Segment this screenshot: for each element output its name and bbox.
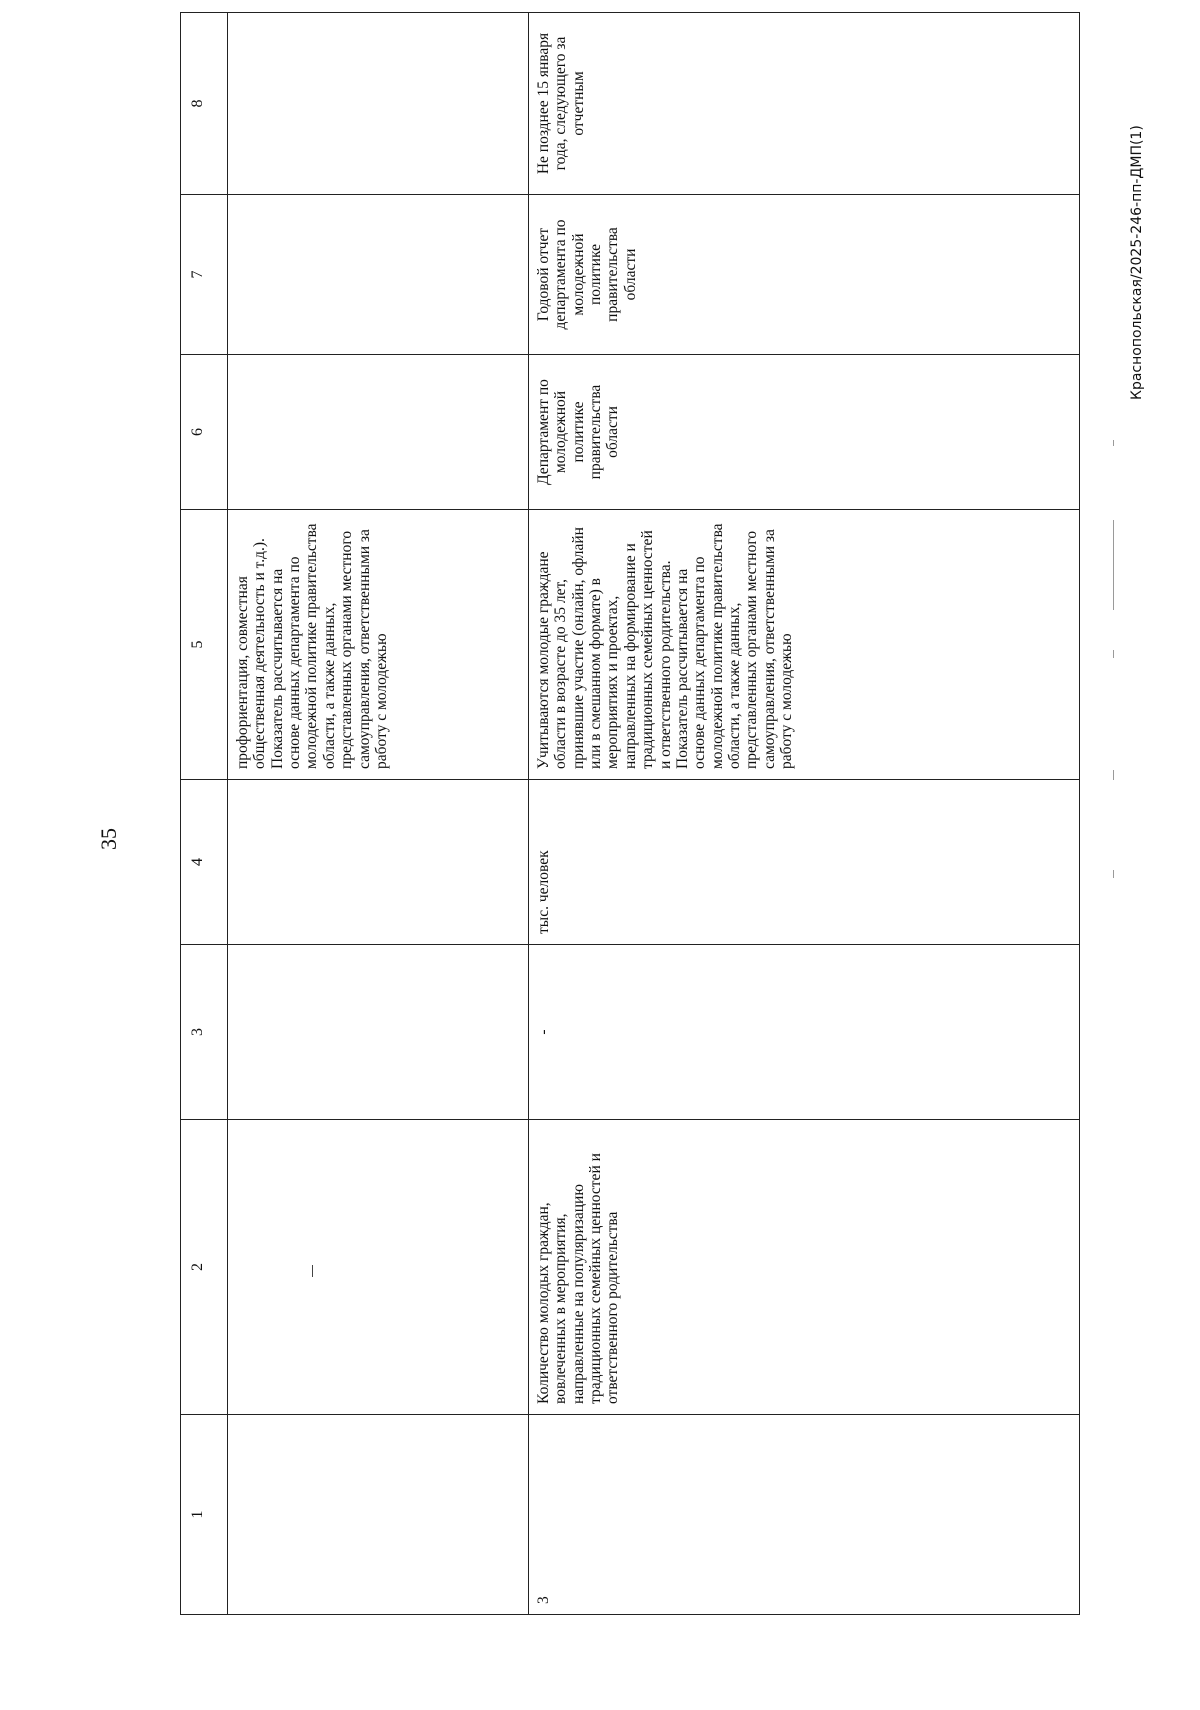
cell-responsible: Департамент по молодежной политике правительства области (529, 355, 1080, 510)
scan-mark (1113, 440, 1114, 446)
header-cell: 3 (181, 945, 228, 1120)
table-row (228, 13, 529, 1615)
table-row (529, 13, 1080, 1615)
table-header-row (181, 13, 228, 1615)
cell-col3 (228, 945, 529, 1120)
header-cell: 6 (181, 355, 228, 510)
cell-unit (228, 780, 529, 945)
cell-indicator-name (228, 1120, 529, 1415)
cell-unit: тыс. человек (529, 780, 1080, 945)
cell-source: Годовой отчет департамента по молодежной политике правительства области (529, 195, 1080, 355)
header-cell: 1 (181, 1415, 228, 1615)
cell-method: Учитываются молодые граждане области в возрасте до 35 лет, принявшие участие (онлайн, офлайн или в смешанном формате) в мероприятиях и проектах, направленных на формирование и традиционных семейных ценностей и ответственного родительства. Показатель рассчитывается на основе данных департамента по молодежной политике правительства области, а также данных, представленных органами местного самоуправления, ответственными за работу с молодежью (529, 510, 1080, 780)
scan-mark (1113, 650, 1114, 658)
scan-mark (1113, 770, 1114, 780)
cell-deadline: Не позднее 15 января года, следующего за отчетным (529, 13, 1080, 195)
header-cell: 4 (181, 780, 228, 945)
header-cell: 5 (181, 510, 228, 780)
cell-source (228, 195, 529, 355)
cell-col3: - (529, 945, 1080, 1120)
cell-number (228, 1415, 529, 1615)
cell-number: 3 (529, 1415, 1080, 1615)
header-cell: 2 (181, 1120, 228, 1415)
header-cell: 8 (181, 13, 228, 195)
scan-mark (1113, 870, 1114, 878)
cell-method: профориентация, совместная общественная деятельность и т.д.). Показатель рассчитывается на основе данных департамента по молодежной политике правительства области, а также данных, представленных органами местного самоуправления, ответственными за работу с молодежью (228, 510, 529, 780)
page-number: 35 (96, 828, 121, 850)
cell-deadline (228, 13, 529, 195)
rotated-table-container (180, 32, 1042, 1615)
scan-mark (1113, 520, 1114, 610)
cell-indicator-name: Количество молодых граждан, вовлеченных в мероприятия, направленные на популяризацию традиционных семейных ценностей и ответственного родительства (529, 1120, 1080, 1415)
indicators-table (180, 12, 1080, 1615)
cell-responsible (228, 355, 529, 510)
document-reference: Краснопольская/2025-246-пп-ДМП(1) (1129, 125, 1145, 400)
header-cell: 7 (181, 195, 228, 355)
